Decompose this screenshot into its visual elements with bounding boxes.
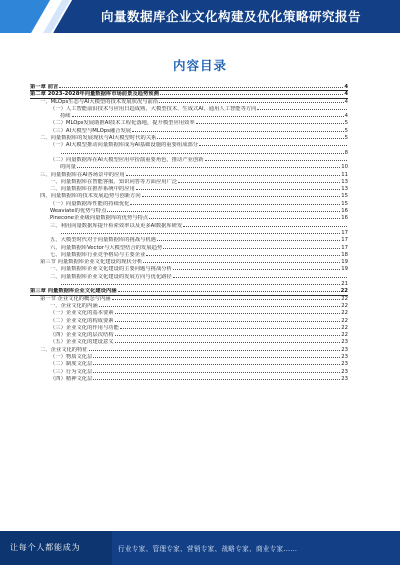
toc-entry[interactable] xyxy=(30,237,348,244)
toc-entry-page: 22 xyxy=(341,310,348,317)
toc-entry-page: 22 xyxy=(340,288,348,295)
toc-entry[interactable] xyxy=(30,332,348,339)
toc-leader-dots xyxy=(132,131,344,132)
toc-entry-page: 19 xyxy=(341,259,348,266)
toc-entry-line xyxy=(40,347,348,354)
page-header xyxy=(0,0,400,33)
toc-entry-title: 一、企业文化的内涵 xyxy=(50,302,98,309)
toc-entry-title: 二、向量数据库企业文化建设的发展方向与优化路径 xyxy=(50,273,172,280)
toc-entry[interactable] xyxy=(30,281,348,288)
toc-entry-title: （一）企业文化的基本要素 xyxy=(50,310,114,317)
toc-entry-title: 六、向量数据库Vector与大模型结合的发展趋势 xyxy=(50,244,163,251)
toc-entry-line xyxy=(60,230,348,237)
toc-entry-line xyxy=(50,157,348,164)
toc-leader-dots xyxy=(99,306,341,307)
toc-leader-dots xyxy=(178,182,340,183)
toc-leader-dots xyxy=(61,233,340,234)
toc-entry[interactable] xyxy=(30,252,348,259)
toc-entry[interactable] xyxy=(30,113,348,120)
toc-leader-dots xyxy=(93,372,340,373)
toc-entry-title: Weaviate的优势与特点 xyxy=(50,208,107,215)
toc-entry-page: 11 xyxy=(341,171,348,178)
toc-entry-page: 15 xyxy=(341,200,348,207)
toc-leader-dots xyxy=(183,226,347,227)
toc-leader-dots xyxy=(163,248,340,249)
toc-heading: 内容目录 xyxy=(172,58,227,73)
toc-entry-line xyxy=(50,310,348,317)
toc-entry[interactable] xyxy=(30,91,348,98)
toc-entry[interactable] xyxy=(30,369,348,376)
toc-entry-title: 的向量 xyxy=(60,164,76,171)
toc-entry[interactable] xyxy=(30,201,348,208)
toc-entry[interactable] xyxy=(30,179,348,186)
report-title: 向量数据库企业文化构建及优化策略研究报告 xyxy=(100,9,361,24)
toc-entry-line xyxy=(50,223,348,230)
toc-entry-line xyxy=(50,179,348,186)
toc-entry-page: 5 xyxy=(344,120,348,127)
footer-tagline: 行业专家、管理专家、营销专家、战略专家、商业专家…… xyxy=(118,545,298,553)
toc-entry[interactable] xyxy=(30,142,348,149)
toc-entry-title: 三、向量数据库在AI各场景中的应用 xyxy=(40,171,125,178)
toc-leader-dots xyxy=(120,328,340,329)
toc-leader-dots xyxy=(112,299,341,300)
toc-entry[interactable] xyxy=(30,128,348,135)
toc-entry-line xyxy=(50,369,348,376)
toc-entry-line xyxy=(50,303,348,310)
toc-entry-line xyxy=(50,354,348,361)
toc-entry-title: （一）人工智能前沿技术与应用日趋成熟，大模型技术、生成式AI、通用人工智能等方向 xyxy=(50,105,257,112)
toc-leader-dots xyxy=(77,167,340,168)
toc-entry-title: 三、利用向量数据库提升检索效率以及更多AI数据库研发 xyxy=(50,222,183,229)
toc-entry[interactable] xyxy=(30,376,348,383)
toc-leader-dots xyxy=(61,153,344,154)
toc-entry-page: 16 xyxy=(341,208,348,215)
toc-entry-page: 18 xyxy=(341,251,348,258)
toc-entry-line xyxy=(60,281,348,288)
toc-entry-line xyxy=(50,266,348,273)
toc-entry-line xyxy=(60,113,348,120)
toc-entry-line xyxy=(60,150,348,157)
toc-leader-dots xyxy=(93,364,340,365)
toc-entry-page: 22 xyxy=(341,295,348,302)
toc-leader-dots xyxy=(61,284,340,285)
toc-leader-dots xyxy=(160,94,343,95)
toc-entry[interactable] xyxy=(30,361,348,368)
toc-entry[interactable] xyxy=(30,354,348,361)
toc-entry[interactable] xyxy=(30,310,348,317)
toc-entry-line xyxy=(40,99,348,106)
toc-leader-dots xyxy=(107,211,340,212)
toc-leader-dots xyxy=(157,138,343,139)
toc-entry[interactable] xyxy=(30,215,348,222)
toc-entry-line xyxy=(40,259,348,266)
toc-entry-line xyxy=(50,142,348,149)
toc-entry-title: 第一节 企业文化的概念与内涵 xyxy=(40,295,111,302)
toc-entry-title: 四、向量数据库的技术发展趋势与创新方向 xyxy=(40,193,141,200)
toc-entry-line xyxy=(60,164,348,171)
toc-entry-title: 一、MLOps生态与AI大模型的技术发展状况与前沿 xyxy=(40,98,159,105)
toc-entry-title: 第一章 前言 xyxy=(30,84,59,90)
toc-entry[interactable] xyxy=(30,296,348,303)
toc-entry-page: 15 xyxy=(341,193,348,200)
toc-leader-dots xyxy=(126,175,341,176)
toc-entry-title: （二）向量数据库在AI大模型应用中扮演重要角色，推动产业创新 xyxy=(50,156,204,163)
toc-entry-line xyxy=(40,193,348,200)
toc-entry-page: 17 xyxy=(341,244,348,251)
toc-entry-page: 4 xyxy=(344,98,348,105)
toc-entry[interactable] xyxy=(30,99,348,106)
toc-entry[interactable] xyxy=(30,106,348,113)
toc-entry-page: 22 xyxy=(341,332,348,339)
toc-entry-line xyxy=(50,215,348,222)
toc-leader-dots xyxy=(59,87,343,88)
toc-leader-dots xyxy=(130,204,340,205)
table-of-contents xyxy=(30,84,348,383)
toc-leader-dots xyxy=(115,335,341,336)
toc-entry[interactable] xyxy=(30,164,348,171)
toc-entry-title: （三）企业文化的作用与功能 xyxy=(50,324,119,331)
toc-entry-line xyxy=(50,186,348,193)
toc-entry-title: Pinecone企业级向量数据库的优势与特点 xyxy=(50,215,149,222)
toc-entry-page: 16 xyxy=(341,215,348,222)
toc-entry-title: 二、向量数据库的发展现状与AI大模型时代的关系 xyxy=(40,135,157,142)
page-footer xyxy=(0,531,400,565)
toc-entry-line xyxy=(50,106,348,113)
toc-entry-page: 10 xyxy=(341,164,348,171)
toc-leader-dots xyxy=(196,123,344,124)
toc-entry-page: 22 xyxy=(341,324,348,331)
toc-entry-title: （四）精神文化层 xyxy=(50,375,93,382)
toc-entry-line xyxy=(50,376,348,383)
toc-entry-line xyxy=(50,318,348,325)
toc-entry-page: 5 xyxy=(344,127,348,134)
toc-leader-dots xyxy=(118,291,340,292)
toc-entry[interactable] xyxy=(30,318,348,325)
toc-entry-title: （二）企业文化的构成要素 xyxy=(50,317,114,324)
toc-entry-title: （一）AI大模型推动向量数据库成为AI基础设施的重要组成部分 xyxy=(50,142,199,149)
toc-entry-page: 4 xyxy=(344,113,348,120)
toc-leader-dots xyxy=(199,145,347,146)
footer-slogan-panel xyxy=(0,531,112,565)
toc-entry[interactable] xyxy=(30,274,348,281)
toc-leader-dots xyxy=(115,313,341,314)
toc-entry-line xyxy=(50,128,348,135)
toc-entry-title: （四）企业文化的层次结构 xyxy=(50,332,114,339)
toc-entry-title: 第三节 向量数据库企业文化建设的现状分析 xyxy=(40,259,143,266)
toc-entry-title: （三）AI大模型与MLOps融合发展 xyxy=(50,127,132,134)
toc-entry-line xyxy=(40,135,348,142)
toc-entry[interactable] xyxy=(30,245,348,252)
toc-leader-dots xyxy=(173,269,340,270)
toc-leader-dots xyxy=(142,196,341,197)
toc-entry-page: 19 xyxy=(341,266,348,273)
toc-entry-title: 第二章 2023-2028年向量数据库市场前景及趋势预测 xyxy=(30,91,159,98)
toc-entry[interactable] xyxy=(30,223,348,230)
toc-entry-line xyxy=(50,120,348,127)
toc-entry[interactable] xyxy=(30,339,348,346)
toc-entry-line xyxy=(50,361,348,368)
toc-entry[interactable] xyxy=(30,208,348,215)
toc-entry-page: 13 xyxy=(341,178,348,185)
toc-entry[interactable] xyxy=(30,347,348,354)
toc-entry-title: 持续 xyxy=(60,113,71,120)
toc-entry-page: 13 xyxy=(341,186,348,193)
toc-entry-title: 一、向量数据库企业文化建设的主要问题与挑战分析 xyxy=(50,266,172,273)
toc-entry[interactable] xyxy=(30,193,348,200)
toc-leader-dots xyxy=(159,102,343,103)
toc-entry-page: 8 xyxy=(344,149,348,156)
toc-entry-line xyxy=(50,237,348,244)
toc-leader-dots xyxy=(89,350,341,351)
toc-leader-dots xyxy=(146,255,340,256)
toc-entry-title: 二、向量数据库在推荐系统中的应用 xyxy=(50,186,135,193)
toc-entry-line xyxy=(50,274,348,281)
toc-entry-title: （五）企业文化的建设意义 xyxy=(50,339,114,346)
toc-leader-dots xyxy=(72,116,344,117)
toc-entry[interactable] xyxy=(30,157,348,164)
toc-entry[interactable] xyxy=(30,150,348,157)
toc-entry[interactable] xyxy=(30,186,348,193)
toc-entry-title: 二、企业文化的特征 xyxy=(40,346,88,353)
toc-entry-page: 23 xyxy=(341,368,348,375)
toc-entry-line xyxy=(50,252,348,259)
toc-leader-dots xyxy=(205,160,347,161)
toc-entry-page: 23 xyxy=(341,361,348,368)
toc-entry-line xyxy=(50,245,348,252)
toc-leader-dots xyxy=(143,262,340,263)
toc-entry-title: 第三章 向量数据库企业文化建设内涵 xyxy=(30,288,117,295)
toc-entry[interactable] xyxy=(30,325,348,332)
toc-entry[interactable] xyxy=(30,259,348,266)
toc-entry[interactable] xyxy=(30,230,348,237)
toc-entry-page: 4 xyxy=(344,91,348,98)
toc-entry-line xyxy=(50,332,348,339)
toc-leader-dots xyxy=(173,277,347,278)
toc-entry-page: 17 xyxy=(341,237,348,244)
toc-entry-page: 23 xyxy=(341,346,348,353)
toc-entry-page: 21 xyxy=(341,281,348,288)
toc-entry[interactable] xyxy=(30,84,348,91)
toc-entry-page: 23 xyxy=(341,353,348,360)
toc-entry-title: （二）制度文化层 xyxy=(50,361,93,368)
toc-entry-line xyxy=(50,208,348,215)
toc-entry-title: 五、大模型时代对于向量数据库的挑战与机遇 xyxy=(50,237,156,244)
toc-leader-dots xyxy=(157,240,340,241)
toc-entry[interactable] xyxy=(30,120,348,127)
toc-entry[interactable] xyxy=(30,303,348,310)
toc-entry-title: （三）行为文化层 xyxy=(50,368,93,375)
toc-entry-page: 4 xyxy=(344,84,348,90)
footer-slogan: 让每个人都能成为 xyxy=(10,543,81,552)
toc-entry[interactable] xyxy=(30,135,348,142)
toc-entry-page: 22 xyxy=(341,317,348,324)
toc-entry[interactable] xyxy=(30,266,348,273)
toc-entry[interactable] xyxy=(30,172,348,179)
toc-leader-dots xyxy=(93,357,340,358)
toc-entry-page: 22 xyxy=(341,302,348,309)
toc-entry-line xyxy=(50,201,348,208)
toc-leader-dots xyxy=(93,379,340,380)
toc-leader-dots xyxy=(149,218,340,219)
toc-leader-dots xyxy=(257,109,347,110)
toc-entry-title: （二）MLOps发展助推AI技术工程化落地，提升模型应用效率 xyxy=(50,120,195,127)
toc-entry-line xyxy=(40,172,348,179)
toc-entry-title: （一）物质文化层 xyxy=(50,353,93,360)
toc-entry-page: 23 xyxy=(341,339,348,346)
toc-entry[interactable] xyxy=(30,288,348,295)
toc-entry-line xyxy=(50,339,348,346)
toc-leader-dots xyxy=(115,321,341,322)
toc-entry-page: 5 xyxy=(344,135,348,142)
toc-entry-page: 17 xyxy=(341,229,348,236)
toc-leader-dots xyxy=(136,189,340,190)
toc-entry-line xyxy=(40,296,348,303)
toc-entry-page: 23 xyxy=(341,375,348,382)
toc-entry-title: 一、向量数据库在智能客服、知识问答等方面应用广泛 xyxy=(50,178,178,185)
toc-entry-title: （一）向量数据库性能的持续优化 xyxy=(50,200,130,207)
toc-entry-title: 七、向量数据库行业竞争格局与主要企业 xyxy=(50,251,146,258)
toc-entry-line xyxy=(50,325,348,332)
toc-leader-dots xyxy=(115,342,341,343)
